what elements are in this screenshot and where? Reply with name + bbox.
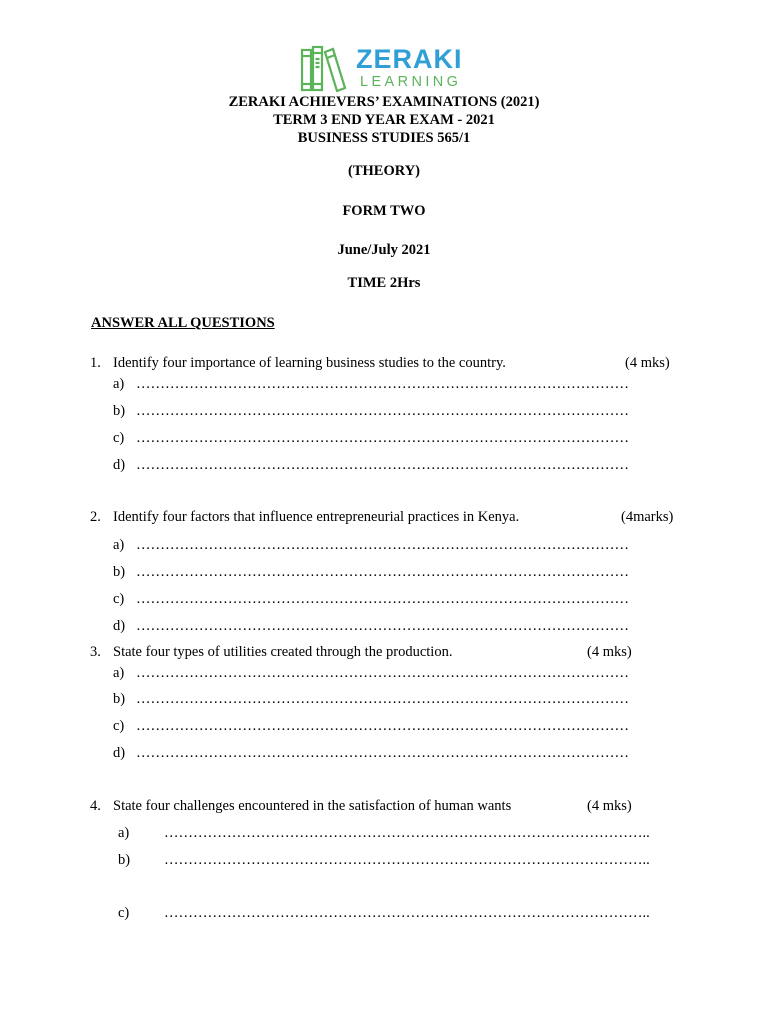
answer-line[interactable]: ………………………………………………………………………………………… (136, 618, 629, 634)
question-marks: (4 mks) (625, 355, 670, 371)
question-marks: (4 mks) (587, 644, 632, 660)
answer-line[interactable]: ………………………………………………………………………………………… (136, 591, 629, 607)
answer-line[interactable]: ………………………………………………………………………………………… (136, 376, 629, 392)
question-number: 3. (90, 644, 101, 660)
logo-title: ZERAKI (356, 44, 463, 74)
exam-time: TIME 2Hrs (347, 275, 421, 291)
books-icon (298, 44, 350, 92)
answer-line[interactable]: ……………………………………………………………………………………….. (164, 905, 650, 921)
answer-label: d) (113, 457, 126, 473)
exam-paper-type: (THEORY) (348, 163, 420, 179)
answer-label: a) (113, 376, 125, 392)
answer-label: b) (113, 691, 126, 707)
question-marks: (4 mks) (587, 798, 632, 814)
answer-label: b) (118, 852, 131, 868)
answer-line[interactable]: ……………………………………………………………………………………….. (164, 852, 650, 868)
answer-line[interactable]: ………………………………………………………………………………………… (136, 564, 629, 580)
exam-subject: BUSINESS STUDIES 565/1 (297, 130, 471, 146)
question-text: Identify four factors that influence entrepreneurial practices in Kenya. (113, 509, 520, 525)
answer-label: a) (118, 825, 130, 841)
answer-line[interactable]: ………………………………………………………………………………………… (136, 745, 629, 761)
answer-line[interactable]: ………………………………………………………………………………………… (136, 457, 629, 473)
answer-line[interactable]: ………………………………………………………………………………………… (136, 537, 629, 553)
instructions-heading: ANSWER ALL QUESTIONS (91, 315, 275, 331)
answer-line[interactable]: ………………………………………………………………………………………… (136, 718, 629, 734)
zeraki-logo (298, 44, 478, 92)
answer-label: c) (113, 591, 125, 607)
answer-label: c) (113, 430, 125, 446)
answer-label: a) (113, 665, 125, 681)
answer-label: c) (118, 905, 130, 921)
question-number: 4. (90, 798, 101, 814)
answer-line[interactable]: ………………………………………………………………………………………… (136, 665, 629, 681)
question-text: Identify four importance of learning business studies to the country. (113, 355, 506, 371)
answer-line[interactable]: ………………………………………………………………………………………… (136, 430, 629, 446)
answer-line[interactable]: ………………………………………………………………………………………… (136, 691, 629, 707)
answer-label: d) (113, 618, 126, 634)
answer-label: b) (113, 403, 126, 419)
logo-subtitle: LEARNING (360, 74, 462, 90)
answer-line[interactable]: ………………………………………………………………………………………… (136, 403, 629, 419)
answer-label: a) (113, 537, 125, 553)
exam-term: TERM 3 END YEAR EXAM - 2021 (273, 112, 495, 128)
answer-label: b) (113, 564, 126, 580)
question-text: State four types of utilities created through the production. (113, 644, 453, 660)
exam-date: June/July 2021 (337, 242, 431, 258)
question-number: 2. (90, 509, 101, 525)
answer-line[interactable]: ……………………………………………………………………………………….. (164, 825, 650, 841)
question-marks: (4marks) (621, 509, 674, 525)
answer-label: d) (113, 745, 126, 761)
answer-label: c) (113, 718, 125, 734)
question-text: State four challenges encountered in the satisfaction of human wants (113, 798, 512, 814)
question-number: 1. (90, 355, 101, 371)
exam-title: ZERAKI ACHIEVERS’ EXAMINATIONS (2021) (228, 94, 540, 110)
exam-form: FORM TWO (342, 203, 426, 219)
